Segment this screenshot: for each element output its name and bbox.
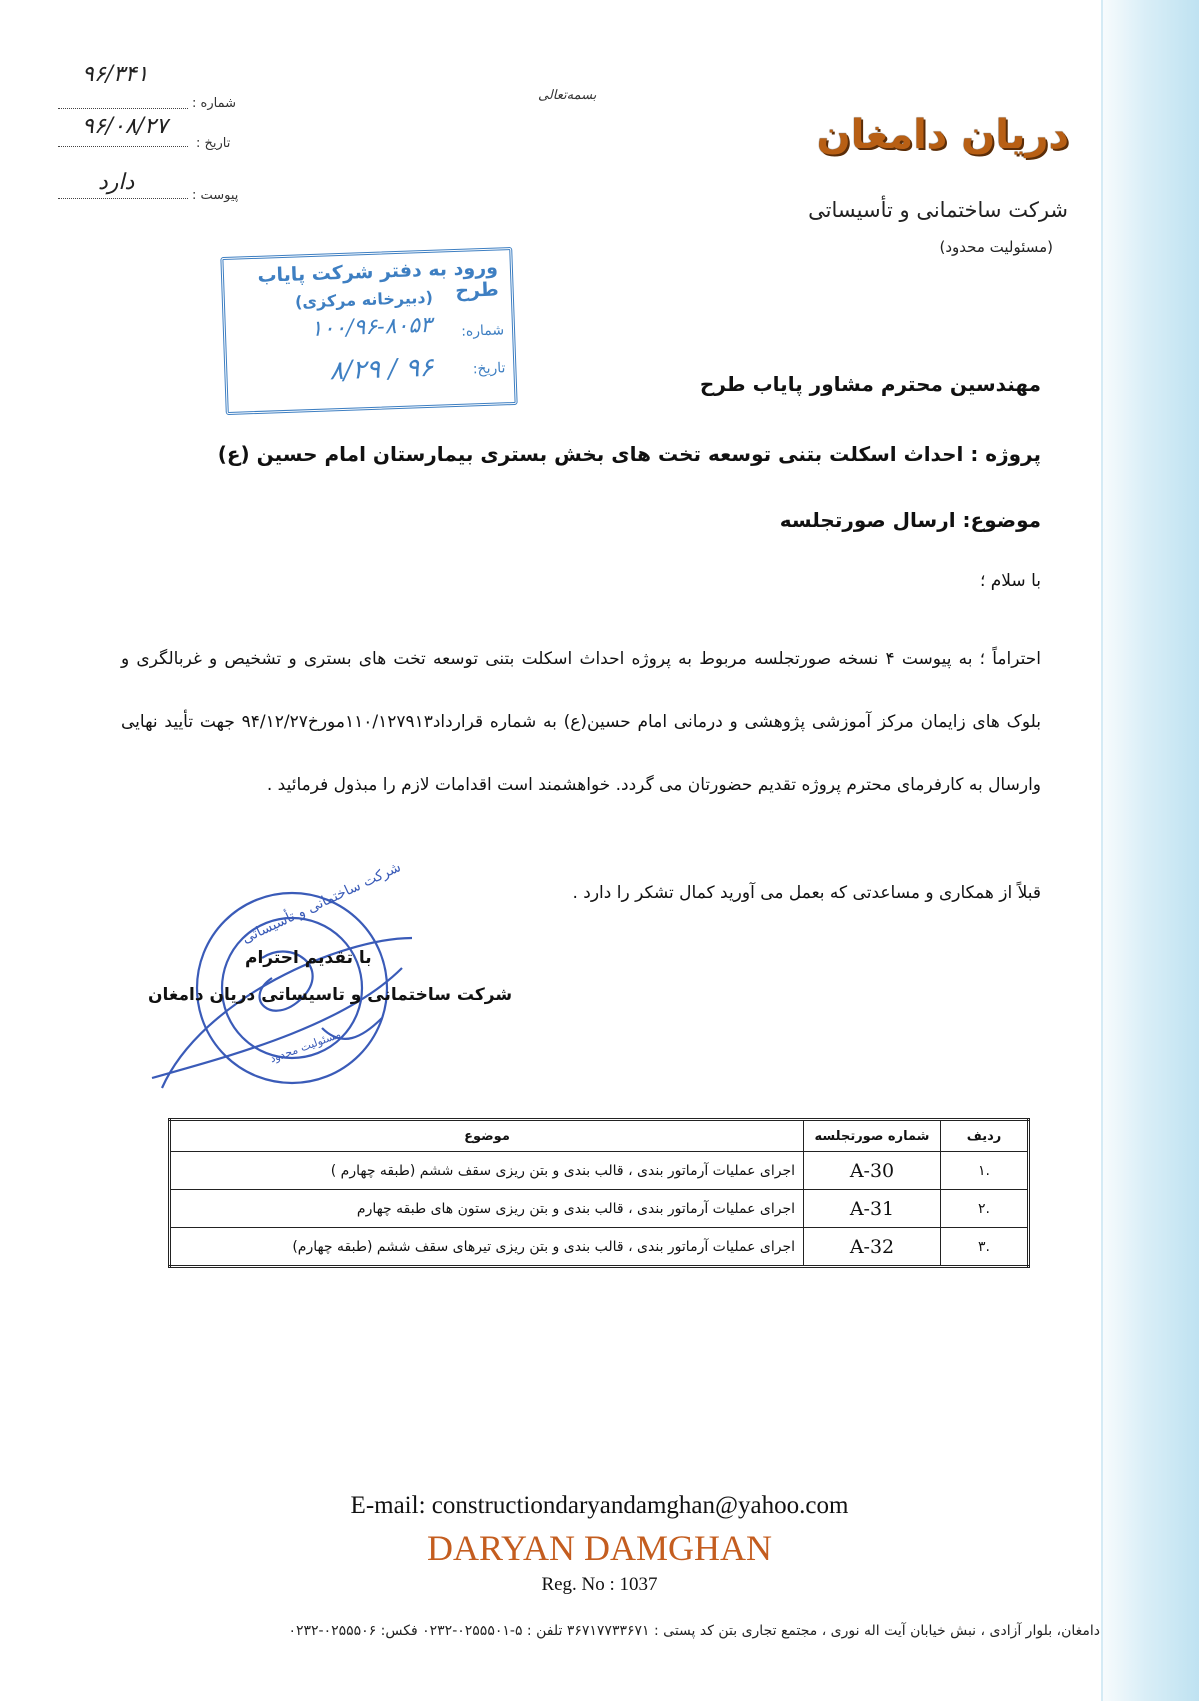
stamp-line2: (دبیرخانه مرکزی) <box>294 287 434 312</box>
recipient-line: مهندسین محترم مشاور پایاب طرح <box>699 372 1041 396</box>
table-row <box>170 1152 1029 1190</box>
row-number: .۳ <box>941 1228 1029 1267</box>
attachment-value: دارد <box>98 170 135 195</box>
table-row <box>170 1190 1029 1228</box>
minutes-number: A-32 <box>804 1228 941 1267</box>
header-subject: موضوع <box>170 1120 804 1152</box>
letter-date-label: : تاریخ <box>196 136 231 151</box>
attachment-label: : پیوست <box>192 188 239 203</box>
footer-email: E-mail: constructiondaryandamghan@yahoo.com <box>350 1492 849 1519</box>
seal-bottom-text: مسئولیت محدود <box>268 1027 343 1066</box>
stamp-number-label: شماره: <box>460 322 505 340</box>
company-logo-text: دریان دامغان <box>816 112 1069 158</box>
minutes-number: A-31 <box>804 1190 941 1228</box>
bismillah: بسمه‌تعالی <box>538 88 597 103</box>
greeting: با سلام ؛ <box>979 571 1041 591</box>
minutes-table <box>168 1118 1030 1268</box>
stamp-date-label: تاریخ: <box>472 360 506 378</box>
letter-number-label: : شماره <box>192 96 236 111</box>
row-subject: اجرای عملیات آرماتور بندی ، قالب بندی و بتن ریزی ستون های طبقه چهارم <box>170 1190 804 1228</box>
closing-line: با تقدیم احترام <box>245 948 372 968</box>
letter-date-line <box>58 136 188 147</box>
row-subject: اجرای عملیات آرماتور بندی ، قالب بندی و بتن ریزی تیرهای سقف ششم (طبقه چهارم) <box>170 1228 804 1267</box>
stamp-date-value: ۹۶ / ۸/۲۹ <box>328 352 434 387</box>
stamp-line1: ورود به دفتر شرکت پایاب طرح <box>257 256 500 302</box>
letter-number-value: ۹۶/۳۴۱ <box>82 62 149 87</box>
row-number: .۱ <box>941 1152 1029 1190</box>
letter-number-line <box>58 98 188 109</box>
subject-line: موضوع: ارسال صورتجلسه <box>779 508 1041 532</box>
stamp-number-value: ۱۰۰/۹۶-۸۰۵۳ <box>310 312 433 343</box>
letter-date-value: ۹۶/۰۸/۲۷ <box>82 114 168 139</box>
project-line: پروژه : احداث اسکلت بتنی توسعه تخت های بخش بستری بیمارستان امام حسین (ع) <box>217 442 1041 466</box>
body-paragraph-1: احتراماً ؛ به پیوست ۴ نسخه صورتجلسه مربوط به پروژه احداث اسکلت بتنی توسعه تخت های بستری و تشخیص و غربالگری و بلوک های زایمان مرکز آموزشی پژوهشی و درمانی امام حسین(ع) به شماره قرارداد۱۱۰/۱۲۷۹۱۳مورخ۹۴/۱۲/۲۷ جهت تأیید نهایی وارسال به کارفرمای محترم پروژه تقدیم حضورتان می گردد. خواهشمند است اقدامات لازم را مبذول فرمائید . <box>121 649 1041 795</box>
table-header-row <box>170 1120 1029 1152</box>
seal-ring-text: شرکت ساختمانی و تأسیساتی <box>239 859 404 947</box>
footer-registration: Reg. No : 1037 <box>541 1574 658 1595</box>
header-row-number: ردیف <box>941 1120 1029 1152</box>
decorative-side-band <box>1103 0 1199 1701</box>
row-subject: اجرای عملیات آرماتور بندی ، قالب بندی و بتن ریزی سقف ششم (طبقه چهارم ) <box>170 1152 804 1190</box>
company-type: (مسئولیت محدود) <box>939 238 1053 256</box>
attachment-line <box>58 188 188 199</box>
table-row <box>170 1228 1029 1267</box>
row-number: .۲ <box>941 1190 1029 1228</box>
footer-brand: DARYAN DAMGHAN <box>426 1528 773 1568</box>
signature-line: شرکت ساختمانی و تاسیساتی دریان دامغان <box>148 985 513 1005</box>
minutes-number: A-30 <box>804 1152 941 1190</box>
company-line: شرکت ساختمانی و تأسیساتی <box>808 198 1068 222</box>
body-paragraph-2: قبلاً از همکاری و مساعدتی که بعمل می آورید کمال تشکر را دارد . <box>572 883 1041 903</box>
side-band-edge <box>1101 0 1103 1701</box>
receipt-stamp <box>220 247 517 415</box>
header-minutes-number: شماره صورتجلسه <box>804 1120 941 1152</box>
footer-address: دامغان، بلوار آزادی ، نبش خیابان آیت اله نوری ، مجتمع تجاری بتن کد پستی : ۳۶۷۱۷۷۳۳۶۷۱ تلفن : ۵-۰۲۵۵۵۰۱-۰۲۳۲ فکس: ۰۲۵۵۵۰۶-۰۲۳۲ <box>288 1623 1100 1639</box>
